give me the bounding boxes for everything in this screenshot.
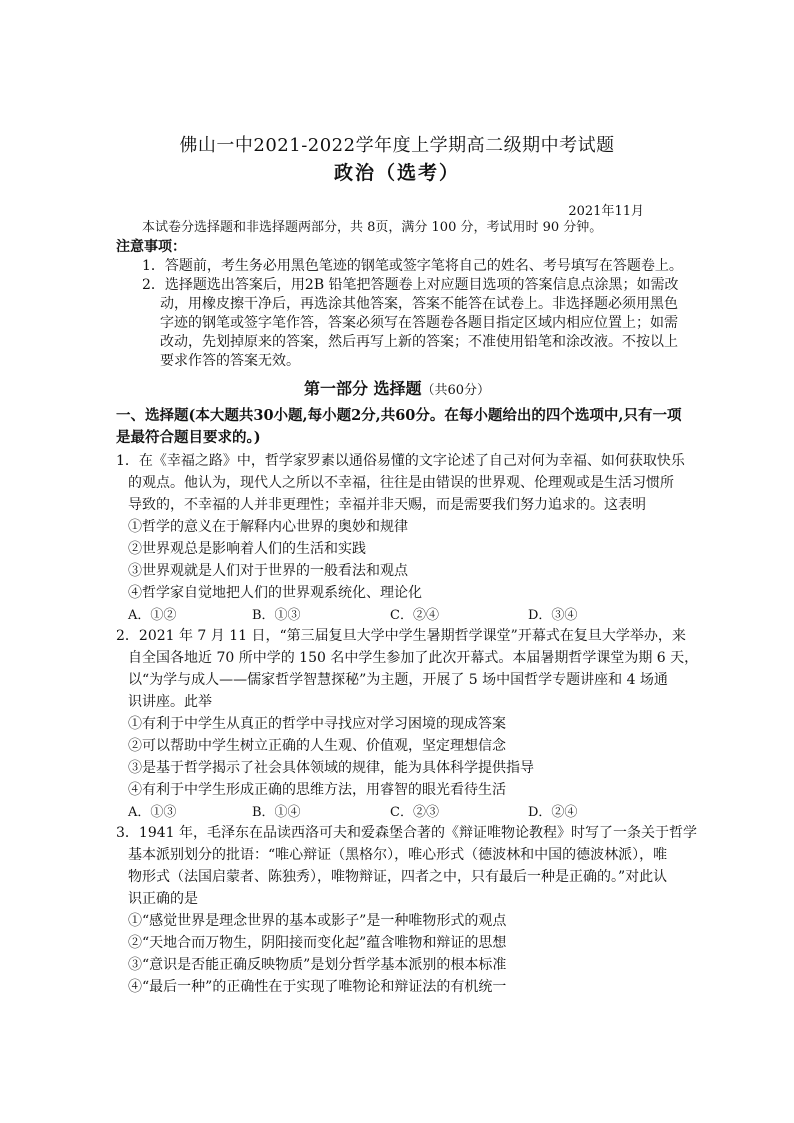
answer-options: [128, 801, 688, 821]
option-a: A．①③: [128, 805, 177, 820]
notice-line: 字迹的钢笔或签字笔作答，答案必须写在答题卷各题目指定区域内相应位置上；如需: [160, 315, 678, 331]
question-stem: 2．2021 年 7 月 11 日，“第三届复旦大学中学生暑期哲学课堂”开幕式在复旦大学举办，来: [116, 628, 686, 644]
question-item: ③“意识是否能正确反映物质”是划分哲学基本派别的根本标准: [128, 957, 507, 973]
part-score: （共60分）: [421, 383, 491, 398]
question-item: ①“感觉世界是理念世界的基本或影子”是一种唯物形式的观点: [128, 913, 507, 929]
question-item: ②“天地合而万物生，阴阳接而变化起”蕴含唯物和辩证的思想: [128, 935, 507, 951]
question-item: ①哲学的意义在于解释内心世界的奥妙和规律: [128, 519, 408, 535]
question-stem: 识讲座。此举: [128, 694, 212, 710]
option-d: D．③④: [528, 608, 578, 623]
option-b: B．①③: [252, 608, 301, 623]
question-stem: 导致的，不幸福的人并非更理性；幸福并非天赐，而是需要我们努力追求的。这表明: [128, 497, 646, 513]
notice-title: 注意事项：: [116, 239, 186, 255]
option-d: D．②④: [528, 805, 578, 820]
exam-title: 佛山一中2021-2022学年度上学期高二级期中考试题: [179, 135, 615, 156]
question-stem: 3．1941 年，毛泽东在品读西洛可夫和爱森堡合著的《辩证唯物论教程》时写了一条关于哲学: [116, 825, 697, 841]
section-intro: 一、选择题(本大题共30小题,每小题2分,共60分。在每小题给出的四个选项中,只有一项: [116, 407, 682, 424]
question-item: ①有利于中学生从真正的哲学中寻找应对学习困境的现成答案: [128, 716, 506, 732]
question-item: ③是基于哲学揭示了社会具体领域的规律，能为具体科学提供指导: [128, 760, 534, 776]
question-item: ②可以帮助中学生树立正确的人生观、价值观，坚定理想信念: [128, 738, 506, 754]
question-stem: 识正确的是: [128, 891, 198, 907]
notice-line: 1．答题前，考生务必用黑色笔迹的钢笔或签字笔将自己的姓名、考号填写在答题卷上。: [142, 258, 683, 274]
section-intro: 是最符合题目要求的。): [116, 429, 261, 446]
question-stem: 自全国各地近 70 所中学的 150 名中学生参加了此次开幕式。本届暑期哲学课堂为期 6 天，: [128, 650, 699, 666]
notice-line: 改动，先划掉原来的答案，然后再写上新的答案；不准使用铅笔和涂改液。不按以上: [160, 334, 678, 350]
question-item: ④哲学家自觉地把人们的世界观系统化、理论化: [128, 585, 422, 601]
answer-options: [128, 604, 688, 624]
part-heading: [0, 376, 794, 399]
part-title: 第一部分 选择题: [303, 379, 422, 398]
option-c: C．②③: [390, 805, 439, 820]
exam-intro: 本试卷分选择题和非选择题两部分，共 8页，满分 100 分，考试用时 90 分钟。: [142, 220, 603, 235]
question-stem: 的观点。他认为，现代人之所以不幸福，往往是由错误的世界观、伦理观或是生活习惯所: [128, 475, 674, 491]
option-b: B．①④: [252, 805, 301, 820]
exam-subject: 政治（选考）: [333, 162, 460, 184]
notice-line: 2．选择题选出答案后，用2B 铅笔把答题卷上对应题目选项的答案信息点涂黑；如需改: [142, 277, 679, 293]
question-stem: 1．在《幸福之路》中，哲学家罗素以通俗易懂的文字论述了自己对何为幸福、如何获取快乐: [116, 453, 685, 469]
question-stem: 以“为学与成人——儒家哲学智慧探秘”为主题，开展了 5 场中国哲学专题讲座和 4 场通: [128, 672, 668, 688]
question-stem: 物形式（法国启蒙者、陈独秀），唯物辩证，四者之中，只有最后一种是正确的。”对此认: [128, 869, 668, 885]
exam-date: 2021年11月: [568, 204, 644, 219]
option-c: C．②④: [390, 608, 439, 623]
notice-line: 要求作答的答案无效。: [160, 353, 300, 369]
question-stem: 基本派别划分的批语：“唯心辩证（黑格尔），唯心形式（德波林和中国的德波林派），唯: [128, 847, 668, 863]
option-a: A．①②: [128, 608, 177, 623]
question-item: ②世界观总是影响着人们的生活和实践: [128, 541, 366, 557]
notice-line: 动，用橡皮擦干净后，再选涂其他答案，答案不能答在试卷上。非选择题必须用黑色: [160, 296, 678, 312]
question-item: ④有利于中学生形成正确的思维方法，用睿智的眼光看待生活: [128, 782, 506, 798]
question-item: ③世界观就是人们对于世界的一般看法和观点: [128, 563, 408, 579]
question-item: ④“最后一种”的正确性在于实现了唯物论和辩证法的有机统一: [128, 979, 507, 995]
